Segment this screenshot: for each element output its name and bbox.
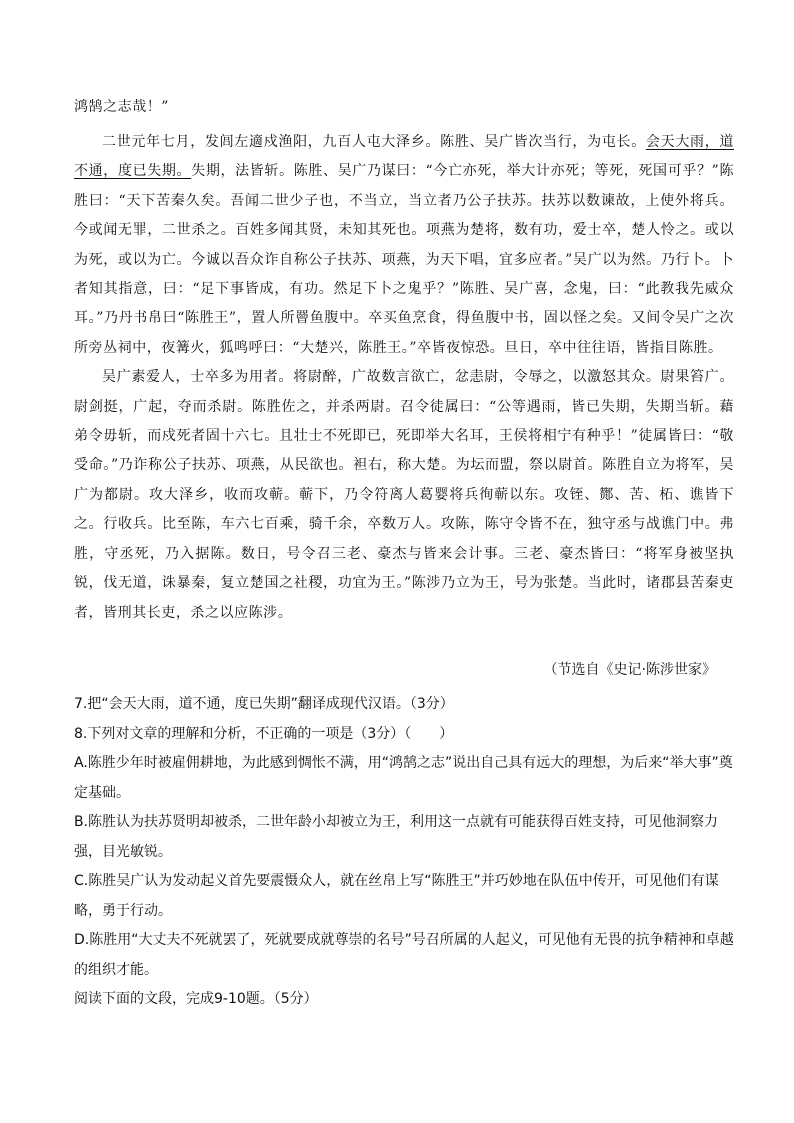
- question-7: 7.把“会天大雨，道不通，度已失期”翻译成现代汉语。（3分）: [74, 696, 454, 712]
- question-8: 8.下列对文章的理解和分析，不正确的一项是（3分）（ ）: [74, 725, 454, 742]
- passage-paragraph-2: 吴广素爱人，士卒多为用者。将尉醉，广故数言欲亡，忿恚尉，令辱之，以激怒其众。尉果笞广。尉剑挺，广起，夺而杀尉。陈胜佐之，并杀两尉。召令徒属曰：“公等遇雨，皆已失期，失期当斩。藉弟令毋斩，而戍死者固十六七。且壮士不死即已，死即举大名耳，王侯将相宁有种乎！”徒属皆曰：“敬受命。”乃诈称公子扶苏、项燕，从民欲也。袒右，称大楚。为坛而盟，祭以尉首。陈胜自立为将军，吴广为都尉。攻大泽乡，收而攻蕲。蕲下，乃令符离人葛婴将兵徇蕲以东。攻铚、酂、苦、柘、谯皆下之。行收兵。比至陈，车六七百乘，骑千余，卒数万人。攻陈，陈守令皆不在，独守丞与战谯门中。弗胜，守丞死，乃入据陈。数日，号令召三老、豪杰与皆来会计事。三老、豪杰皆曰：“将军身被坚执锐，伐无道，诛暴秦，复立楚国之社稷，功宜为王。”陈涉乃立为王，号为张楚。当此时，诸郡县苦秦吏者，皆刑其长吏，杀之以应陈涉。: [74, 369, 734, 621]
- passage-line-0: [74, 93, 734, 122]
- passage-p1-part-b: 失期，法皆斩。陈胜、吴广乃谋曰：“今亡亦死，举大计亦死；等死，死国可乎？”陈胜曰：“天下苦秦久矣。吾闻二世少子也，不当立，当立者乃公子扶苏。扶苏以数谏故，上使外将兵。今或闻无罪，二世杀之。百姓多闻其贤，未知其死也。项燕为楚将，数有功，爱士卒，楚人怜之。或以为死，或以为亡。今诚以吾众诈自称公子扶苏、项燕，为天下唱，宜多应者。”吴广以为然。乃行卜。卜者知其指意，曰：“足下事皆成，有功。然足下卜之鬼乎？”陈胜、吴广喜，念鬼，曰：“此教我先威众耳。”乃丹书帛曰“陈胜王”，置人所罾鱼腹中。卒买鱼烹食，得鱼腹中书，固以怪之矣。又间令吴广之次所旁丛祠中，夜篝火，狐鸣呼曰：“大楚兴，陈胜王。”卒皆夜惊恐。旦日，卒中往往语，皆指目陈胜。: [74, 163, 734, 356]
- reading-instruction: 阅读下面的文段，完成9-10题。（5分）: [74, 991, 318, 1007]
- passage-p1-part-a: 二世元年七月，发闾左適戍渔阳，九百人屯大泽乡。陈胜、吴广皆次当行，为屯长。: [102, 134, 646, 150]
- passage-body: [74, 128, 734, 628]
- passage-source: （节选自《史记·陈涉世家》: [543, 662, 716, 678]
- passage-p1-underlined: 会天大雨，道不通，度已失期。: [74, 134, 734, 180]
- question-block: [74, 690, 734, 1015]
- option-d: D.陈胜用“大丈夫不死就罢了，死就要成就尊崇的名号”号召所属的人起义，可见他有无畏的抗争精神和卓越的组织才能。: [74, 932, 734, 978]
- option-a: A.陈胜少年时被雇佣耕地，为此感到惆怅不满，用“鸿鹄之志”说出自己具有远大的理想，为后来“举大事”奠定基础。: [74, 755, 733, 801]
- passage-paragraph-1: [74, 128, 734, 363]
- option-b: B.陈胜认为扶苏贤明却被杀，二世年龄小却被立为王，利用这一点就有可能获得百姓支持，可见他洞察力强，目光敏锐。: [74, 814, 719, 860]
- passage-line0-text: 鸿鹄之志哉！”: [74, 99, 170, 115]
- option-c: C.陈胜吴广认为发动起义首先要震慑众人，就在丝帛上写“陈胜王”并巧妙地在队伍中传开，可见他们有谋略，勇于行动。: [74, 873, 719, 919]
